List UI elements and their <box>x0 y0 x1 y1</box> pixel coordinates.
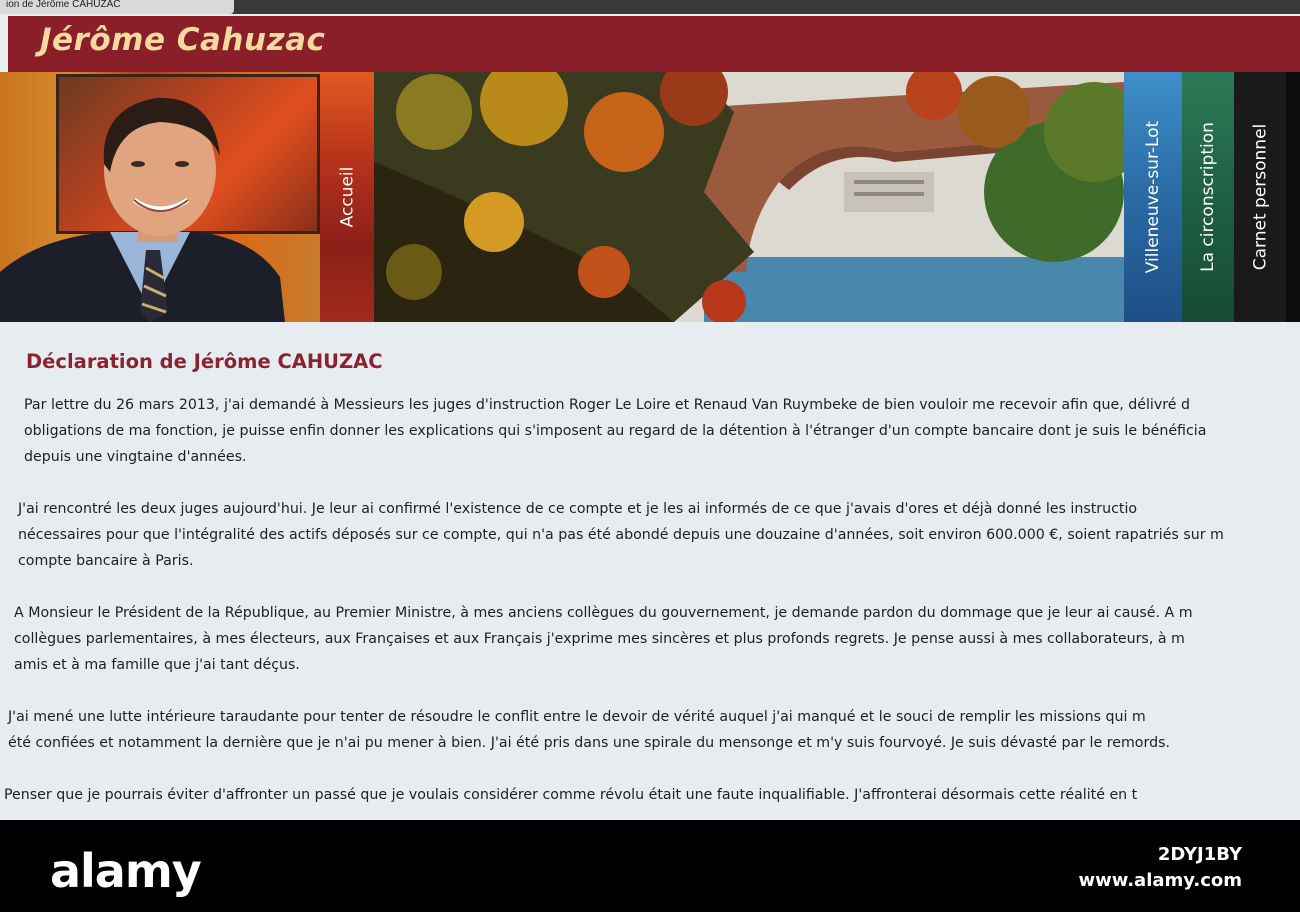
landscape-photo <box>374 72 1124 322</box>
nav-edge <box>1286 72 1300 322</box>
watermark-image-id: 2DYJ1BY <box>1157 844 1242 865</box>
banner <box>0 72 1300 322</box>
paragraph-line: A Monsieur le Président de la République, au Premier Ministre, à mes anciens collègues du gouvernement, je demande pardon du dommage que je leur ai causé. A m <box>14 605 1193 621</box>
person-figure <box>0 72 320 322</box>
paragraph-line: collègues parlementaires, à mes électeurs, aux Françaises et aux Français j'exprime mes sincères et plus profonds regrets. Je pense aussi à mes collaborateurs, à m <box>14 631 1185 647</box>
article-paragraph-2 <box>18 496 1224 574</box>
nav-la-circonscription[interactable] <box>1182 72 1234 322</box>
browser-tab-strip <box>0 0 1300 14</box>
paragraph-line: depuis une vingtaine d'années. <box>24 449 247 465</box>
nav-accueil[interactable] <box>320 72 374 322</box>
paragraph-line: été confiées et notamment la dernière que je n'ai pu mener à bien. J'ai été pris dans une spirale du mensonge et m'y suis fourvoyé. Je suis dévasté par le remords. <box>8 735 1170 751</box>
nav-carnet-label[interactable]: Carnet personnel <box>1250 123 1271 271</box>
nav-accueil-label[interactable]: Accueil <box>337 166 357 228</box>
river-bridge-scene <box>374 72 1124 322</box>
article-paragraph-1 <box>24 392 1206 470</box>
article-paragraph-5 <box>4 782 1137 808</box>
article-paragraph-3 <box>14 600 1193 678</box>
watermark-footer <box>0 820 1300 912</box>
watermark-logo: alamy <box>50 844 201 898</box>
paragraph-line: Penser que je pourrais éviter d'affronter un passé que je voulais considérer comme révolu était une faute inqualifiable. J'affronterai désormais cette réalité en t <box>4 787 1138 803</box>
nav-villeneuve-sur-lot[interactable] <box>1124 72 1182 322</box>
site-title[interactable]: Jérôme Cahuzac <box>40 22 326 58</box>
site-header <box>8 16 1300 72</box>
browser-tab[interactable]: ion de Jérôme CAHUZAC <box>0 0 234 14</box>
paragraph-line: compte bancaire à Paris. <box>18 553 194 569</box>
article-paragraph-4 <box>8 704 1170 756</box>
article-title: Déclaration de Jérôme CAHUZAC <box>26 350 383 373</box>
paragraph-line: J'ai mené une lutte intérieure taraudante pour tenter de résoudre le conflit entre le devoir de vérité auquel j'ai manqué et le souci de remplir les missions qui m <box>8 709 1146 725</box>
nav-circonscription-label[interactable]: La circonscription <box>1198 122 1218 272</box>
nav-carnet-personnel[interactable] <box>1234 72 1286 322</box>
paragraph-line: nécessaires pour que l'intégralité des actifs déposés sur ce compte, qui n'a pas été abondé depuis une douzaine d'années, soit environ 600.000 €, soient rapatriés sur m <box>18 527 1224 543</box>
nav-villeneuve-label[interactable]: Villeneuve-sur-Lot <box>1143 120 1164 274</box>
watermark-url: www.alamy.com <box>1078 870 1242 891</box>
paragraph-line: amis et à ma famille que j'ai tant déçus. <box>14 657 300 673</box>
web-page <box>0 14 1300 820</box>
paragraph-line: J'ai rencontré les deux juges aujourd'hui. Je leur ai confirmé l'existence de ce compte et je les ai informés de ce que j'avais d'ores et déjà donné les instructio <box>18 501 1138 517</box>
paragraph-line: obligations de ma fonction, je puisse enfin donner les explications qui s'imposent au regard de la détention à l'étranger d'un compte bancaire dont je suis le bénéficia <box>24 423 1207 439</box>
article-content <box>0 322 1300 820</box>
portrait-photo <box>0 72 320 322</box>
watermark-id <box>1078 842 1242 894</box>
paragraph-line: Par lettre du 26 mars 2013, j'ai demandé à Messieurs les juges d'instruction Roger Le Loire et Renaud Van Ruymbeke de bien vouloir me recevoir afin que, délivré d <box>24 397 1191 413</box>
